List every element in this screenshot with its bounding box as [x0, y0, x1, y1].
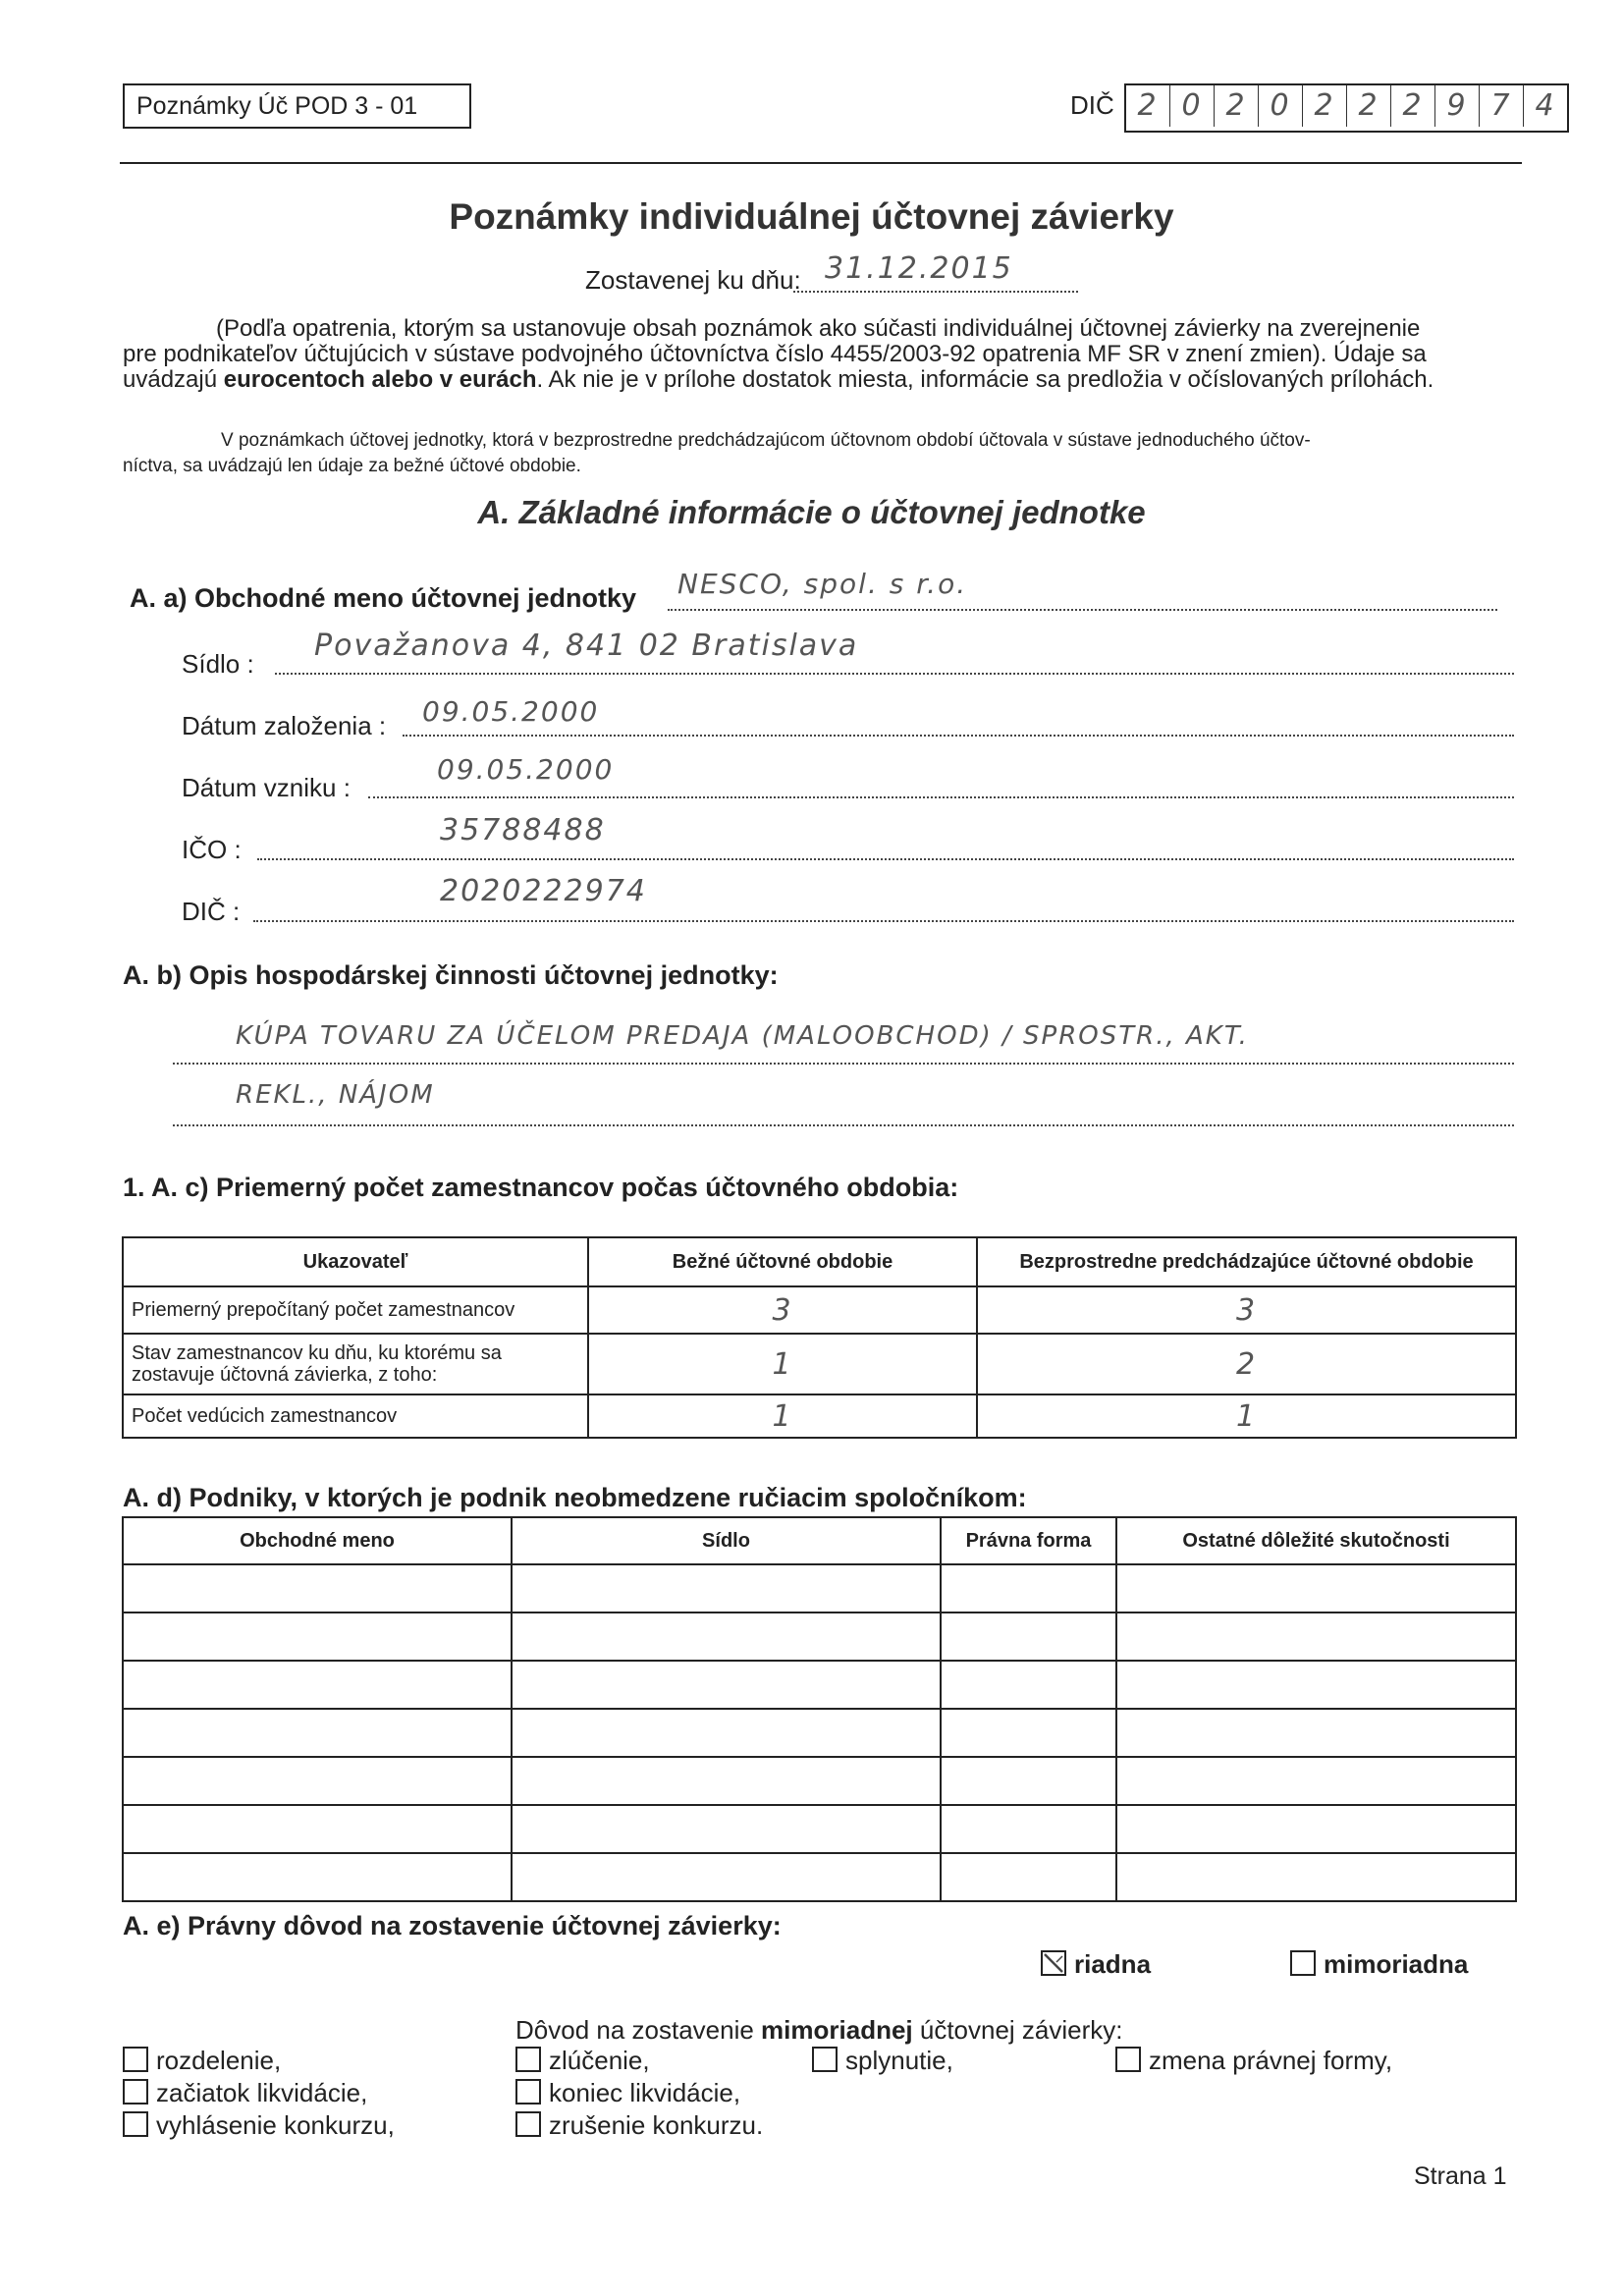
checkbox-icon: [1115, 2047, 1141, 2072]
cell[interactable]: [123, 1613, 512, 1661]
checkbox-rozdelenie[interactable]: [123, 2046, 281, 2076]
field-label-datum-zalozenia: Dátum založenia :: [182, 711, 387, 740]
checkbox-label: zlúčenie,: [549, 2046, 650, 2075]
section-a-heading: A. Základné informácie o účtovnej jednotke: [477, 494, 1146, 530]
checkbox-icon: [515, 2079, 541, 2105]
cell[interactable]: [123, 1757, 512, 1805]
col-header: Bezprostredne predchádzajúce účtovné obdobie: [977, 1237, 1516, 1286]
checkbox-label: koniec likvidácie,: [549, 2078, 741, 2107]
dic-digit: 7: [1480, 85, 1524, 127]
field-label-datum-vzniku: Dátum vzniku :: [182, 773, 351, 802]
cell[interactable]: [941, 1853, 1116, 1901]
dic-digit: 4: [1535, 88, 1556, 123]
checkbox-label: splynutie,: [845, 2046, 953, 2075]
checkbox-splynutie[interactable]: [812, 2046, 953, 2076]
prepared-dots: [793, 291, 1078, 293]
cell[interactable]: [512, 1709, 941, 1757]
page-number: Strana 1: [1414, 2162, 1507, 2190]
page-title: Poznámky individuálnej účtovnej závierky: [449, 196, 1174, 237]
checkbox-icon: [812, 2047, 838, 2072]
table-row: [123, 1661, 1516, 1709]
checkbox-zmena-pravnej-formy[interactable]: [1115, 2046, 1392, 2076]
col-header: Bežné účtovné obdobie: [588, 1237, 977, 1286]
header-divider: [120, 162, 1522, 164]
cell[interactable]: [941, 1757, 1116, 1805]
dic-digit: 0: [1170, 85, 1215, 127]
table-row: [123, 1564, 1516, 1613]
col-header: Právna forma: [941, 1517, 1116, 1564]
cell[interactable]: [941, 1805, 1116, 1853]
cell[interactable]: [512, 1613, 941, 1661]
checked-box-icon: [1041, 1950, 1066, 1976]
row-label: Počet vedúcich zamestnancov: [123, 1394, 588, 1438]
cell[interactable]: [941, 1661, 1116, 1709]
cell[interactable]: [1116, 1613, 1516, 1661]
previous-value[interactable]: 3: [977, 1286, 1516, 1334]
label-bold: mimoriadnej: [761, 2015, 913, 2045]
cell[interactable]: [1116, 1564, 1516, 1613]
prepared-date: 31.12.2015: [825, 251, 1013, 286]
field-value-ico[interactable]: 35788488: [440, 813, 606, 847]
current-value[interactable]: 1: [588, 1334, 977, 1394]
a-name-value[interactable]: NESCO, spol. s r.o.: [677, 568, 968, 600]
cell[interactable]: [123, 1805, 512, 1853]
field-dots: [403, 735, 1514, 737]
cell[interactable]: [1116, 1805, 1516, 1853]
field-value-datum-vzniku[interactable]: 09.05.2000: [437, 753, 615, 786]
dic-digit: 2: [1391, 85, 1435, 127]
checkbox-label: mimoriadna: [1324, 1949, 1469, 1979]
a-b-label: A. b) Opis hospodárskej činnosti účtovnej jednotky:: [123, 960, 779, 990]
dic-digit: 2: [1215, 85, 1259, 127]
checkbox-icon: [1290, 1950, 1316, 1976]
previous-value[interactable]: 2: [977, 1334, 1516, 1394]
checkbox-label: začiatok likvidácie,: [156, 2078, 368, 2107]
cell[interactable]: [941, 1613, 1116, 1661]
cell[interactable]: [941, 1564, 1116, 1613]
col-header: Obchodné meno: [123, 1517, 512, 1564]
table-row: [123, 1757, 1516, 1805]
dic-digit: 9: [1435, 85, 1480, 127]
dic-label: DIČ: [1070, 90, 1114, 120]
form-code: Poznámky Úč POD 3 - 01: [123, 83, 471, 129]
partners-table: [122, 1516, 1517, 1902]
a-name-label: A. a) Obchodné meno účtovnej jednotky: [130, 583, 637, 613]
table-row: [123, 1805, 1516, 1853]
cell[interactable]: [512, 1853, 941, 1901]
checkbox-vyhlasenie-konkurzu[interactable]: [123, 2110, 395, 2141]
row-label: Stav zamestnancov ku dňu, ku ktorému sa zostavuje účtovná závierka, z toho:: [123, 1334, 588, 1394]
checkbox-mimoriadna[interactable]: [1290, 1949, 1468, 1980]
note-line: níctva, sa uvádzajú len údaje za bežné účtové obdobie.: [123, 456, 581, 476]
col-header: Ukazovateľ: [123, 1237, 588, 1286]
checkbox-label: rozdelenie,: [156, 2046, 282, 2075]
current-value[interactable]: 3: [588, 1286, 977, 1334]
cell[interactable]: [1116, 1853, 1516, 1901]
field-dots: [275, 673, 1514, 675]
cell[interactable]: [512, 1564, 941, 1613]
dic-digit: 2: [1126, 85, 1170, 127]
dic-digit: 2: [1303, 85, 1347, 127]
partners-heading: A. d) Podniky, v ktorých je podnik neobmedzene ručiacim spoločníkom:: [123, 1483, 1027, 1512]
intro-line: pre podnikateľov účtujúcich v sústave podvojného účtovníctva číslo 4455/2003-92 opatrenia MF SR v znení zmien). Údaje sa: [123, 341, 1427, 367]
checkbox-riadna[interactable]: [1041, 1949, 1151, 1980]
table-row: [123, 1613, 1516, 1661]
checkbox-icon: [123, 2111, 148, 2137]
cell[interactable]: [512, 1757, 941, 1805]
activity-line-2[interactable]: REKL., NÁJOM: [236, 1080, 435, 1110]
previous-value[interactable]: 1: [977, 1394, 1516, 1438]
dic-digit: 2: [1347, 85, 1391, 127]
table-row: [123, 1334, 1516, 1394]
checkbox-icon: [123, 2079, 148, 2105]
intro-line: [123, 367, 1517, 393]
activity-dots: [173, 1124, 1514, 1126]
row-label: Priemerný prepočítaný počet zamestnancov: [123, 1286, 588, 1334]
checkbox-zrusenie-konkurzu[interactable]: [515, 2110, 763, 2141]
checkbox-label: zrušenie konkurzu.: [549, 2110, 764, 2140]
employees-table: [122, 1236, 1517, 1439]
note-paragraph: [123, 428, 1311, 479]
field-label-sidlo: Sídlo :: [182, 649, 254, 679]
checkbox-icon: [123, 2047, 148, 2072]
table-row: [123, 1394, 1516, 1438]
activity-dots: [173, 1063, 1514, 1065]
intro-bold: eurocentoch alebo v eurách: [223, 366, 537, 393]
label-text: Dôvod na zostavenie: [515, 2015, 762, 2045]
cell[interactable]: [941, 1709, 1116, 1757]
prepared-label: Zostavenej ku dňu:: [585, 265, 801, 295]
checkbox-koniec-likvidacie[interactable]: [515, 2078, 740, 2108]
cell[interactable]: [512, 1661, 941, 1709]
intro-text: uvádzajú: [123, 366, 224, 393]
intro-text: . Ak nie je v prílohe dostatok miesta, informácie sa predložia v očíslovaných prílohách.: [536, 366, 1434, 393]
field-value-dic[interactable]: 2020222974: [440, 874, 647, 908]
employees-heading: 1. A. c) Priemerný počet zamestnancov počas účtovného obdobia:: [123, 1173, 959, 1202]
field-label-dic: DIČ :: [182, 897, 241, 926]
field-dots: [257, 858, 1514, 860]
field-dots: [253, 920, 1514, 922]
cell[interactable]: [512, 1805, 941, 1853]
field-value-datum-zalozenia[interactable]: 09.05.2000: [422, 695, 600, 728]
activity-line-1[interactable]: KÚPA TOVARU ZA ÚČELOM PREDAJA (MALOOBCHOD) / SPROSTR., AKT.: [236, 1021, 1249, 1051]
cell[interactable]: [1116, 1709, 1516, 1757]
a-name-dots: [668, 609, 1497, 611]
field-value-sidlo[interactable]: Považanova 4, 841 02 Bratislava: [314, 629, 859, 663]
dic-boxes: [1124, 83, 1569, 133]
checkbox-label: vyhlásenie konkurzu,: [156, 2110, 395, 2140]
col-header: Ostatné dôležité skutočnosti: [1116, 1517, 1516, 1564]
intro-paragraph: [123, 316, 1517, 393]
legal-reason-heading: A. e) Právny dôvod na zostavenie účtovnej závierky:: [123, 1911, 782, 1941]
cell[interactable]: [123, 1564, 512, 1613]
cell[interactable]: [1116, 1757, 1516, 1805]
dic-digit: 0: [1259, 85, 1303, 127]
label-text: účtovnej závierky:: [912, 2015, 1123, 2045]
col-header: Sídlo: [512, 1517, 941, 1564]
table-row: [123, 1853, 1516, 1901]
table-row: [123, 1286, 1516, 1334]
checkbox-icon: [515, 2047, 541, 2072]
field-label-ico: IČO :: [182, 835, 242, 864]
field-dots: [368, 796, 1514, 798]
current-value[interactable]: 1: [588, 1394, 977, 1438]
checkbox-label: zmena právnej formy,: [1149, 2046, 1393, 2075]
checkbox-zaciatok-likvidacie[interactable]: [123, 2078, 367, 2108]
checkbox-zlucenie[interactable]: [515, 2046, 650, 2076]
extraordinary-reason-label: [515, 2015, 1123, 2046]
checkbox-icon: [515, 2111, 541, 2137]
cell[interactable]: [123, 1853, 512, 1901]
checkbox-label: riadna: [1074, 1949, 1152, 1979]
table-row: [123, 1709, 1516, 1757]
intro-line: (Podľa opatrenia, ktorým sa ustanovuje obsah poznámok ako súčasti individuálnej účtovnej závierky na zverejnenie: [216, 315, 1421, 342]
note-line: V poznámkach účtovej jednotky, ktorá v bezprostredne predchádzajúcom účtovnom období účtovala v sústave jednoduchého účtov-: [221, 430, 1311, 451]
cell[interactable]: [1116, 1661, 1516, 1709]
cell[interactable]: [123, 1661, 512, 1709]
cell[interactable]: [123, 1709, 512, 1757]
